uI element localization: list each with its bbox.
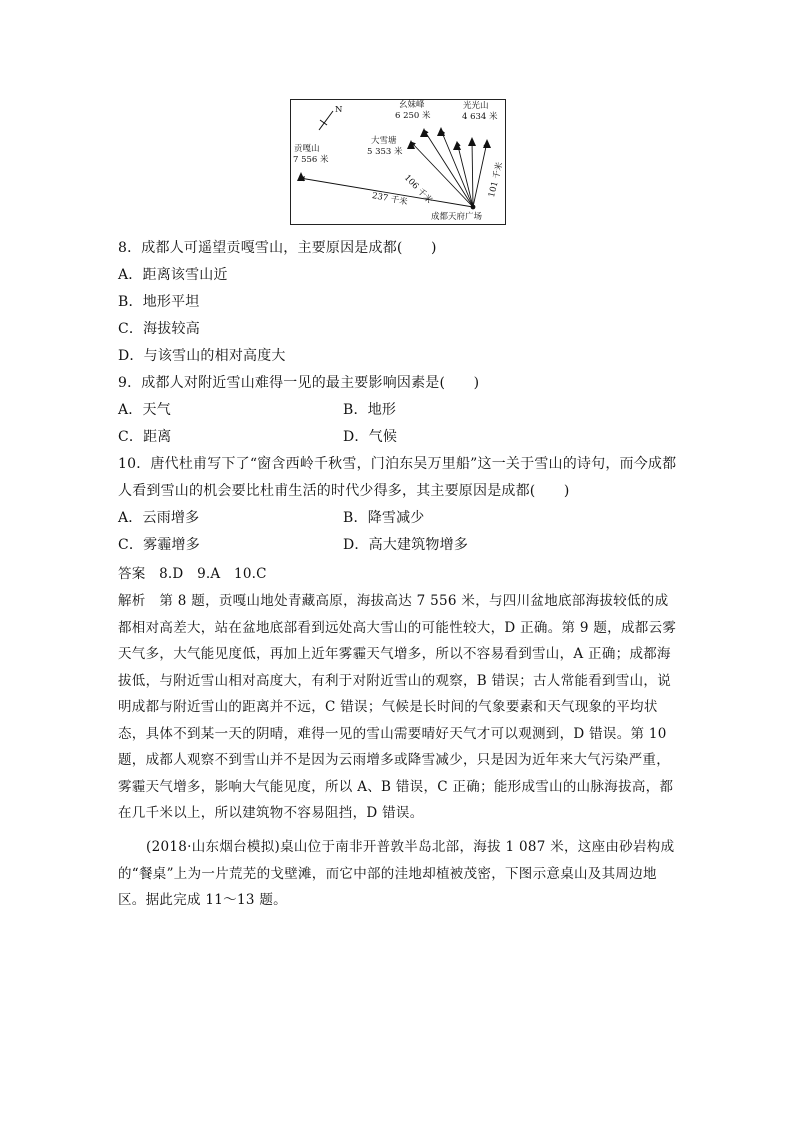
- mountain-icon: [468, 137, 476, 146]
- question-8-stem: 8．成都人可遥望贡嘎雪山，主要原因是成都( ): [118, 240, 437, 256]
- distance-label: 237 千米: [371, 191, 409, 208]
- mountain-icon: [420, 128, 428, 137]
- origin-label: 成都天府广场: [431, 212, 483, 222]
- intro-paragraph: [118, 834, 678, 914]
- mountain-icon: [437, 127, 445, 136]
- intro-text: (2018·山东烟台模拟)桌山位于南非开普敦半岛北部，海拔 1 087 米，这座由砂岩构成的“餐桌”上为一片荒芜的戈壁滩，而它中部的洼地却植被茂密，下图示意桌山及其周边地区。据此完成 11～13 题。: [118, 839, 675, 908]
- mountain-name: 贡嘎山: [294, 144, 320, 154]
- mountain-icon: [297, 172, 305, 181]
- analysis-paragraph: 解析 第 8 题，贡嘎山地处青藏高原，海拔高达 7 556 米，与四川盆地底部海拔较低的成都相对高差大，站在盆地底部看到远处高大雪山的可能性较大，D 正确。第 9 题，成都云雾天气多，大气能见度低，再加上近年雾霾天气增多，所以不容易看到雪山，A 正确；成都海拔低，与附近雪山相对高度大，有利于对附近雪山的观察，B 错误；古人常能看到雪山，说明成都与附近雪山的距离并不远，C 错误；气候是长时间的气象要素和天气现象的平均状态，具体不到某一天的阴晴，难得一见的雪山需要晴好天气才可以观测到，D 错误。第 10 题，成都人观察不到雪山并不是因为云雨增多或降雪减少，只是因为近年来大气污染严重，雾霾天气增多，影响大气能见度，所以 A、B 错误，C 正确；能形成雪山的山脉海拔高，都在几千米以上，所以建筑物不容易阻挡，D 错误。: [118, 593, 677, 821]
- question-10-option-d: D．高大建筑物增多: [343, 537, 469, 553]
- question-9-option-b: B．地形: [343, 402, 397, 418]
- question-9-option-c: C．距离: [118, 429, 172, 445]
- question-8-option-a: A．距离该雪山近: [118, 267, 228, 283]
- mountain-height: 5 353 米: [367, 147, 403, 157]
- distance-label: 106 千米: [401, 173, 434, 206]
- mountain-icon: [483, 139, 491, 148]
- mountain-height: 7 556 米: [293, 155, 329, 165]
- question-8-option-d: D．与该雪山的相对高度大: [118, 348, 286, 364]
- answer-line: 答案 8.D 9.A 10.C: [118, 566, 267, 582]
- mountain-name: 光光山: [463, 101, 489, 111]
- mountain-name: 大雪塘: [371, 136, 397, 146]
- question-9-option-a: A．天气: [118, 402, 171, 418]
- question-10-stem-line1: 10．唐代杜甫写下了“窗含西岭千秋雪，门泊东吴万里船”这一关于雪山的诗句，而今成都: [118, 456, 677, 472]
- question-10-option-b: B．降雪减少: [343, 510, 425, 526]
- question-10-option-a: A．云雨增多: [118, 510, 200, 526]
- question-9-stem: 9．成都人对附近雪山难得一见的最主要影响因素是( ): [118, 375, 480, 391]
- mountain-icon: [453, 141, 461, 150]
- question-10-option-c: C．雾霾增多: [118, 537, 200, 553]
- question-8-option-c: C．海拔较高: [118, 321, 200, 337]
- question-9-option-d: D．气候: [343, 429, 398, 445]
- question-8-option-b: B．地形平坦: [118, 294, 200, 310]
- mountain-name: 幺妹峰: [399, 100, 425, 110]
- north-label: N: [335, 105, 343, 115]
- mountain-height: 4 634 米: [462, 112, 498, 122]
- distance-label: 101 千米: [487, 161, 506, 199]
- question-10-stem-line2: 人看到雪山的机会要比杜甫生活的时代少得多，其主要原因是成都( ): [118, 483, 570, 499]
- mountain-height: 6 250 米: [395, 111, 431, 121]
- snow-mountain-map: [290, 99, 506, 225]
